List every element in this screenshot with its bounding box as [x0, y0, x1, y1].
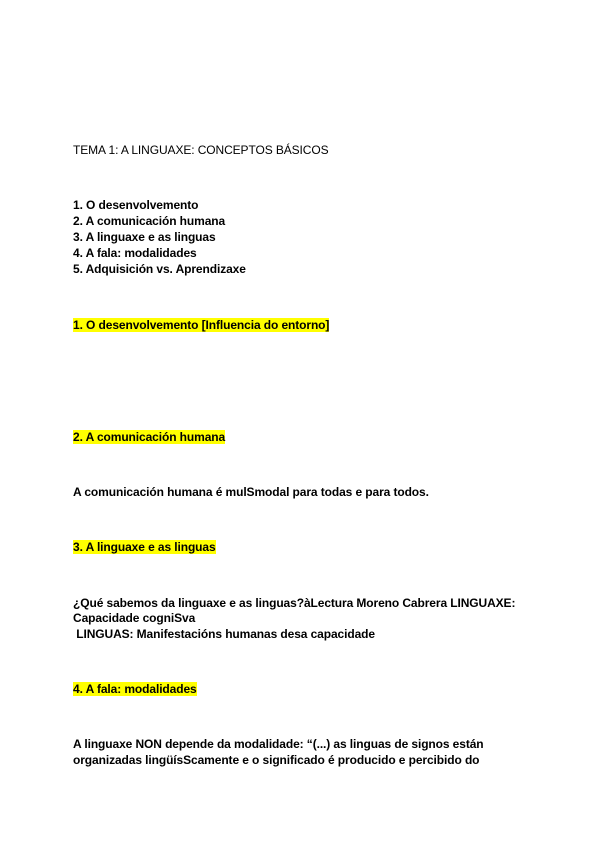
- toc-item: 5. Adquisición vs. Aprendizaxe: [73, 262, 246, 276]
- toc-item: 2. A comunicación humana: [73, 214, 226, 228]
- section-heading-1: 1. O desenvolvemento [Influencia do entorno]: [73, 318, 330, 332]
- toc-item: 4. A fala: modalidades: [73, 246, 197, 260]
- paragraph: A linguaxe NON depende da modalidade: “(...) as linguas de signos están: [73, 737, 484, 751]
- section-heading-4: 4. A fala: modalidades: [73, 682, 197, 696]
- paragraph: organizadas lingüísScamente e o significado é producido e percibido do: [73, 753, 480, 767]
- paragraph: A comunicación humana é mulSmodal para todas e para todos.: [73, 485, 429, 499]
- section-heading-2: 2. A comunicación humana: [73, 430, 226, 444]
- toc-item: 3. A linguaxe e as linguas: [73, 230, 216, 244]
- document-title: TEMA 1: A LINGUAXE: CONCEPTOS BÁSICOS: [73, 143, 329, 157]
- section-heading-3: 3. A linguaxe e as linguas: [73, 540, 216, 554]
- paragraph: Capacidade cogniSva: [73, 611, 196, 625]
- toc-item: 1. O desenvolvemento: [73, 198, 199, 212]
- paragraph: ¿Qué sabemos da linguaxe e as linguas?àLectura Moreno Cabrera LINGUAXE:: [73, 596, 516, 610]
- paragraph: LINGUAS: Manifestacións humanas desa capacidade: [73, 627, 375, 641]
